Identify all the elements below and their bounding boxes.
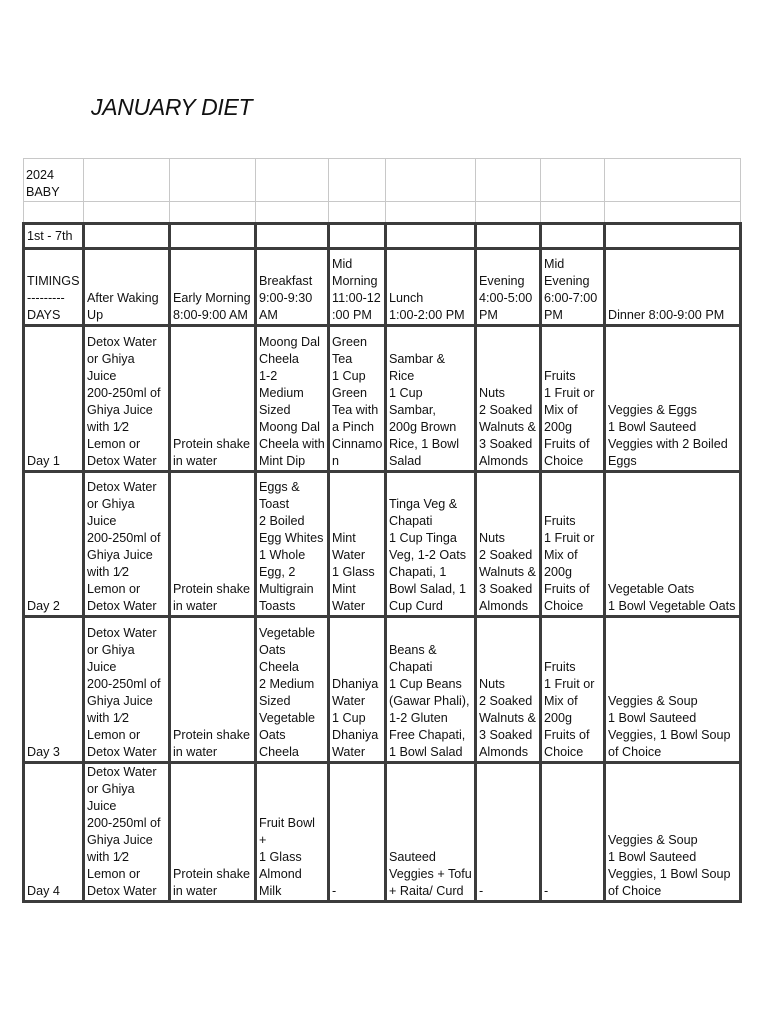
header-dinner: Dinner 8:00-9:00 PM	[605, 249, 741, 326]
meal-cell: Nuts 2 Soaked Walnuts & 3 Soaked Almonds	[476, 617, 541, 763]
meal-cell: Sambar & Rice 1 Cup Sambar, 200g Brown Rice, 1 Bowl Salad	[386, 326, 476, 472]
header-mid-evening: Mid Evening 6:00-7:00 PM	[541, 249, 605, 326]
meal-cell: Vegetable Oats Cheela 2 Medium Sized Vegetable Oats Cheela	[256, 617, 329, 763]
meal-cell: Detox Water or Ghiya Juice 200-250ml of Ghiya Juice with 1⁄2 Lemon or Detox Water	[84, 326, 170, 472]
day-row	[24, 617, 741, 763]
table-cell	[605, 224, 741, 249]
table-cell	[84, 224, 170, 249]
day-row	[24, 763, 741, 902]
meal-cell: Dhaniya Water 1 Cup Dhaniya Water	[329, 617, 386, 763]
table-cell	[476, 224, 541, 249]
document-title: JANUARY DIET	[91, 94, 253, 120]
table-cell: 2024 BABY	[24, 159, 84, 202]
table-cell	[386, 224, 476, 249]
header-evening: Evening 4:00-5:00 PM	[476, 249, 541, 326]
table-cell	[256, 224, 329, 249]
table-cell	[84, 202, 170, 224]
table-cell	[170, 224, 256, 249]
meal-cell: Fruit Bowl + 1 Glass Almond Milk	[256, 763, 329, 902]
header-after-waking: After Waking Up	[84, 249, 170, 326]
meal-cell: Veggies & Soup 1 Bowl Sauteed Veggies, 1 Bowl Soup of Choice	[605, 617, 741, 763]
meal-cell: Fruits 1 Fruit or Mix of 200g Fruits of Choice	[541, 326, 605, 472]
day-row	[24, 326, 741, 472]
meal-cell: Detox Water or Ghiya Juice 200-250ml of Ghiya Juice with 1⁄2 Lemon or Detox Water	[84, 617, 170, 763]
header-breakfast: Breakfast 9:00-9:30 AM	[256, 249, 329, 326]
timings-header-row	[24, 249, 741, 326]
meal-cell: -	[476, 763, 541, 902]
table-cell	[256, 202, 329, 224]
table-cell	[476, 159, 541, 202]
meal-cell: Protein shake in water	[170, 617, 256, 763]
header-mid-morning: Mid Morning 11:00-12 :00 PM	[329, 249, 386, 326]
week-row	[24, 224, 741, 249]
meal-cell: Detox Water or Ghiya Juice 200-250ml of Ghiya Juice with 1⁄2 Lemon or Detox Water	[84, 472, 170, 617]
meal-cell: Veggies & Eggs 1 Bowl Sauteed Veggies with 2 Boiled Eggs	[605, 326, 741, 472]
day-label: Day 4	[24, 763, 84, 902]
meal-cell: -	[329, 763, 386, 902]
meal-cell: Nuts 2 Soaked Walnuts & 3 Soaked Almonds	[476, 326, 541, 472]
meal-cell: Vegetable Oats 1 Bowl Vegetable Oats	[605, 472, 741, 617]
table-cell	[605, 202, 741, 224]
header-early-morning: Early Morning 8:00-9:00 AM	[170, 249, 256, 326]
table-cell	[605, 159, 741, 202]
table-cell	[541, 202, 605, 224]
header-lunch: Lunch 1:00-2:00 PM	[386, 249, 476, 326]
meal-cell: Fruits 1 Fruit or Mix of 200g Fruits of Choice	[541, 472, 605, 617]
meal-cell: Protein shake in water	[170, 326, 256, 472]
meal-cell: Green Tea 1 Cup Green Tea with a Pinch Cinnamo n	[329, 326, 386, 472]
top-header-row	[24, 159, 741, 202]
table-cell	[541, 159, 605, 202]
meal-cell: -	[541, 763, 605, 902]
meal-cell: Mint Water 1 Glass Mint Water	[329, 472, 386, 617]
table-cell	[386, 159, 476, 202]
spacer-row	[24, 202, 741, 224]
table-cell	[329, 202, 386, 224]
meal-cell: Protein shake in water	[170, 763, 256, 902]
meal-cell: Moong Dal Cheela 1-2 Medium Sized Moong Dal Cheela with Mint Dip	[256, 326, 329, 472]
day-label: Day 3	[24, 617, 84, 763]
meal-cell: Tinga Veg & Chapati 1 Cup Tinga Veg, 1-2 Oats Chapati, 1 Bowl Salad, 1 Cup Curd	[386, 472, 476, 617]
week-label: 1st - 7th	[24, 224, 84, 249]
table-cell	[170, 159, 256, 202]
meal-cell: Nuts 2 Soaked Walnuts & 3 Soaked Almonds	[476, 472, 541, 617]
table-cell	[24, 202, 84, 224]
meal-cell: Eggs & Toast 2 Boiled Egg Whites 1 Whole Egg, 2 Multigrain Toasts	[256, 472, 329, 617]
meal-cell: Protein shake in water	[170, 472, 256, 617]
meal-cell: Beans & Chapati 1 Cup Beans (Gawar Phali), 1-2 Gluten Free Chapati, 1 Bowl Salad	[386, 617, 476, 763]
header-days: TIMINGS --------- DAYS	[24, 249, 84, 326]
diet-table	[22, 158, 742, 903]
table-cell	[170, 202, 256, 224]
table-cell	[256, 159, 329, 202]
table-cell	[329, 224, 386, 249]
table-cell	[84, 159, 170, 202]
table-cell	[329, 159, 386, 202]
table-cell	[476, 202, 541, 224]
table-cell	[541, 224, 605, 249]
meal-cell: Fruits 1 Fruit or Mix of 200g Fruits of Choice	[541, 617, 605, 763]
meal-cell: Sauteed Veggies + Tofu + Raita/ Curd	[386, 763, 476, 902]
day-label: Day 2	[24, 472, 84, 617]
day-label: Day 1	[24, 326, 84, 472]
meal-cell: Veggies & Soup 1 Bowl Sauteed Veggies, 1 Bowl Soup of Choice	[605, 763, 741, 902]
table-cell	[386, 202, 476, 224]
day-row	[24, 472, 741, 617]
meal-cell: Detox Water or Ghiya Juice 200-250ml of Ghiya Juice with 1⁄2 Lemon or Detox Water	[84, 763, 170, 902]
